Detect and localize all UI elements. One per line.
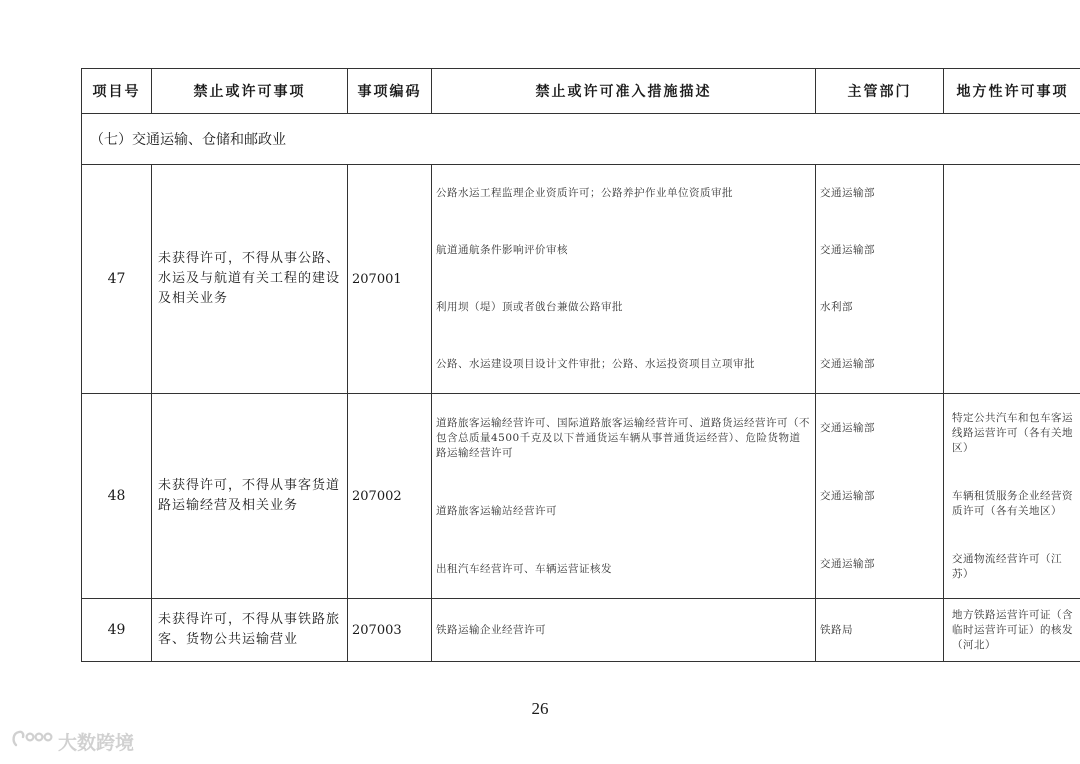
header-department: 主管部门: [816, 69, 944, 114]
item-code: 207003: [348, 599, 432, 662]
measure-description: 道路旅客运输站经营许可: [436, 504, 557, 517]
measure-description: 道路旅客运输经营许可、国际道路旅客运输经营许可、道路货运经营许可（不包含总质量4500千克及以下普通货运车辆从事普通货运经营）、危险货物道路运输经营许可: [436, 416, 810, 459]
item-code: 207002: [348, 394, 432, 599]
department: 铁路局: [820, 623, 853, 636]
department: 交通运输部: [820, 557, 875, 570]
item-name: 未获得许可，不得从事公路、水运及与航道有关工程的建设及相关业务: [152, 165, 348, 394]
measure-description: 利用坝（堤）顶或者戗台兼做公路审批: [436, 301, 623, 313]
department-cell: [816, 394, 944, 599]
measure-description: 航道通航条件影响评价审核: [436, 244, 568, 256]
measure-description: 公路、水运建设项目设计文件审批；公路、水运投资项目立项审批: [436, 358, 755, 370]
item-name: 未获得许可，不得从事客货道路运输经营及相关业务: [152, 394, 348, 599]
measure-description: 出租汽车经营许可、车辆运营证核发: [436, 562, 612, 575]
table-row: [82, 599, 1080, 662]
local-permit-cell: [944, 394, 1080, 599]
header-measure-description: 禁止或许可准入措施描述: [432, 69, 816, 114]
header-item-code: 事项编码: [348, 69, 432, 114]
header-row: [82, 69, 1080, 114]
item-number: 47: [82, 165, 152, 394]
section-row: [82, 114, 1080, 165]
measure-cell: [432, 165, 816, 394]
watermark-text: 大数跨境: [58, 732, 135, 754]
permit-table: [81, 68, 1080, 662]
header-local-permit: 地方性许可事项: [944, 69, 1080, 114]
department: 交通运输部: [820, 244, 875, 256]
measure-cell: [432, 599, 816, 662]
header-item-number: 项目号: [82, 69, 152, 114]
department-cell: [816, 165, 944, 394]
item-code: 207001: [348, 165, 432, 394]
measure-description: 铁路运输企业经营许可: [436, 623, 546, 636]
department: 交通运输部: [820, 187, 875, 199]
table-row: [82, 165, 1080, 394]
department: 交通运输部: [820, 489, 875, 502]
measure-cell: [432, 394, 816, 599]
local-permit: 交通物流经营许可（江苏）: [952, 552, 1062, 580]
section-title: （七）交通运输、仓储和邮政业: [82, 114, 1080, 165]
item-name: 未获得许可，不得从事铁路旅客、货物公共运输营业: [152, 599, 348, 662]
department-cell: [816, 599, 944, 662]
table-row: [82, 394, 1080, 599]
department: 水利部: [820, 301, 853, 313]
watermark: [10, 728, 134, 755]
local-permit: 特定公共汽车和包车客运线路运营许可（各有关地区）: [952, 411, 1073, 454]
watermark-logo-icon: [10, 728, 54, 755]
measure-description: 公路水运工程监理企业资质许可；公路养护作业单位资质审批: [436, 187, 733, 199]
local-permit: 车辆租赁服务企业经营资质许可（各有关地区）: [952, 489, 1073, 517]
local-permit: 地方铁路运营许可证（含临时运营许可证）的核发（河北）: [952, 608, 1073, 651]
item-number: 48: [82, 394, 152, 599]
header-item-name: 禁止或许可事项: [152, 69, 348, 114]
item-number: 49: [82, 599, 152, 662]
local-permit-cell: [944, 165, 1080, 394]
department: 交通运输部: [820, 358, 875, 370]
local-permit-cell: [944, 599, 1080, 662]
department: 交通运输部: [820, 421, 875, 434]
page-number: 26: [531, 699, 549, 718]
